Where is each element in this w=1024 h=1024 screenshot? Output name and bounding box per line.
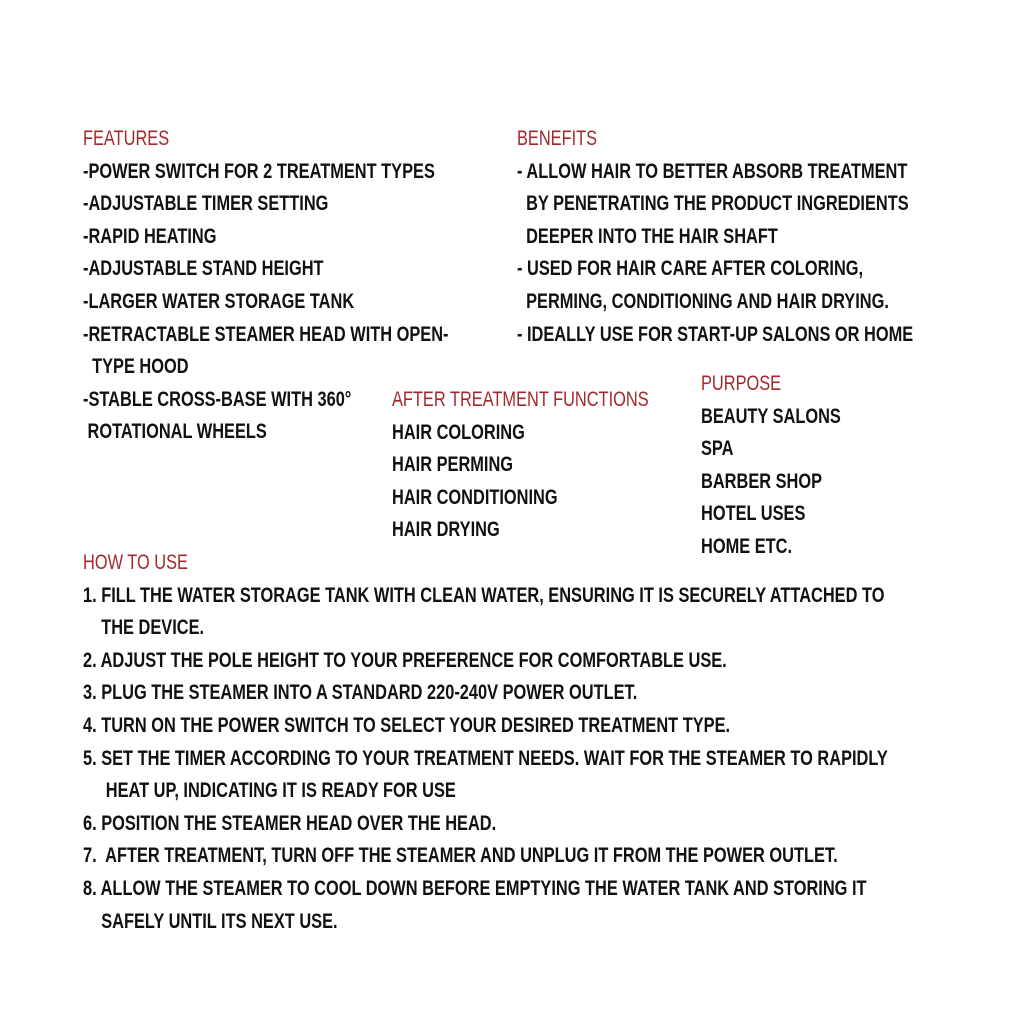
features-line: -RETRACTABLE STEAMER HEAD WITH OPEN-: [83, 322, 449, 346]
features-line: -ADJUSTABLE STAND HEIGHT: [83, 257, 324, 281]
after-treatment-heading: AFTER TREATMENT FUNCTIONS: [392, 388, 649, 411]
purpose-section: [701, 368, 880, 564]
how-to-use-section: [83, 547, 1024, 938]
after-treatment-section: [392, 384, 721, 547]
features-line: TYPE HOOD: [83, 355, 189, 379]
after-treatment-line: HAIR CONDITIONING: [392, 485, 558, 509]
benefits-line: - ALLOW HAIR TO BETTER ABSORB TREATMENT: [517, 159, 908, 183]
how-to-use-step: 1. FILL THE WATER STORAGE TANK WITH CLEAN WATER, ENSURING IT IS SECURELY ATTACHED TO: [83, 583, 885, 607]
benefits-section: [517, 123, 1024, 351]
benefits-line: PERMING, CONDITIONING AND HAIR DRYING.: [517, 289, 889, 313]
features-line: -ADJUSTABLE TIMER SETTING: [83, 192, 329, 216]
benefits-heading: BENEFITS: [517, 127, 598, 150]
purpose-heading: PURPOSE: [701, 372, 782, 395]
benefits-line: - IDEALLY USE FOR START-UP SALONS OR HOME: [517, 322, 914, 346]
how-to-use-step: SAFELY UNTIL ITS NEXT USE.: [83, 909, 338, 933]
after-treatment-line: HAIR PERMING: [392, 453, 514, 477]
features-heading: FEATURES: [83, 127, 170, 150]
after-treatment-line: HAIR COLORING: [392, 420, 525, 444]
purpose-line: HOME ETC.: [701, 534, 793, 558]
purpose-line: BEAUTY SALONS: [701, 404, 841, 428]
benefits-line: DEEPER INTO THE HAIR SHAFT: [517, 224, 778, 248]
how-to-use-step: 7. AFTER TREATMENT, TURN OFF THE STEAMER AND UNPLUG IT FROM THE POWER OUTLET.: [83, 844, 838, 868]
after-treatment-line: HAIR DRYING: [392, 518, 500, 542]
how-to-use-step: 4. TURN ON THE POWER SWITCH TO SELECT YOUR DESIRED TREATMENT TYPE.: [83, 713, 731, 737]
benefits-line: BY PENETRATING THE PRODUCT INGREDIENTS: [517, 192, 909, 216]
how-to-use-step: 6. POSITION THE STEAMER HEAD OVER THE HEAD.: [83, 811, 497, 835]
how-to-use-step: THE DEVICE.: [83, 616, 205, 640]
features-line: -LARGER WATER STORAGE TANK: [83, 289, 355, 313]
purpose-line: BARBER SHOP: [701, 469, 823, 493]
purpose-line: HOTEL USES: [701, 502, 806, 526]
purpose-line: SPA: [701, 437, 734, 461]
how-to-use-heading: HOW TO USE: [83, 551, 188, 574]
benefits-line: - USED FOR HAIR CARE AFTER COLORING,: [517, 257, 864, 281]
how-to-use-step: 3. PLUG THE STEAMER INTO A STANDARD 220-240V POWER OUTLET.: [83, 681, 638, 705]
features-line: -RAPID HEATING: [83, 224, 217, 248]
features-line: ROTATIONAL WHEELS: [83, 420, 267, 444]
how-to-use-step: 2. ADJUST THE POLE HEIGHT TO YOUR PREFERENCE FOR COMFORTABLE USE.: [83, 648, 727, 672]
how-to-use-step: HEAT UP, INDICATING IT IS READY FOR USE: [83, 779, 456, 803]
features-line: -STABLE CROSS-BASE WITH 360°: [83, 387, 352, 411]
how-to-use-step: 8. ALLOW THE STEAMER TO COOL DOWN BEFORE EMPTYING THE WATER TANK AND STORING IT: [83, 876, 867, 900]
features-line: -POWER SWITCH FOR 2 TREATMENT TYPES: [83, 159, 435, 183]
how-to-use-step: 5. SET THE TIMER ACCORDING TO YOUR TREATMENT NEEDS. WAIT FOR THE STEAMER TO RAPIDLY: [83, 746, 888, 770]
